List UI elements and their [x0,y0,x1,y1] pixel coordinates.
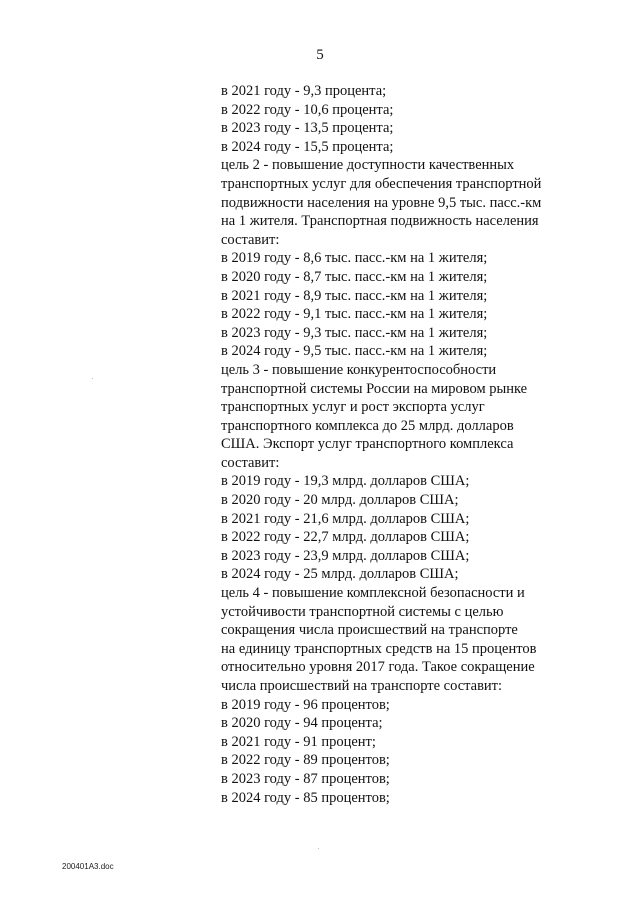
text-line: относительно уровня 2017 года. Такое сокращение [221,659,535,676]
text-line: транспортных услуг для обеспечения транспортной [221,175,542,192]
text-line: в 2021 году - 91 процент; [221,733,376,750]
text-line: в 2022 году - 10,6 процента; [221,101,394,118]
text-line: в 2022 году - 9,1 тыс. пасс.-км на 1 жителя; [221,306,488,323]
text-line: на 1 жителя. Транспортная подвижность населения [221,213,539,230]
text-line: в 2019 году - 8,6 тыс. пасс.-км на 1 жителя; [221,250,488,267]
text-line: сокращения числа происшествий на транспорте [221,622,518,639]
text-line: устойчивости транспортной системы с целью [221,603,504,620]
text-line: в 2023 году - 23,9 млрд. долларов США; [221,547,470,564]
text-line: в 2021 году - 9,3 процента; [221,83,387,99]
text-line: в 2023 году - 13,5 процента; [221,120,394,137]
scan-speck [92,378,93,379]
text-line: в 2022 году - 22,7 млрд. долларов США; [221,529,470,546]
text-line: в 2023 году - 9,3 тыс. пасс.-км на 1 жителя; [221,324,488,341]
text-line: на единицу транспортных средств на 15 процентов [221,640,537,657]
text-line: в 2020 году - 8,7 тыс. пасс.-км на 1 жителя; [221,268,488,285]
text-line: в 2023 году - 87 процентов; [221,770,390,787]
text-line: в 2019 году - 96 процентов; [221,696,390,713]
text-line: в 2020 году - 20 млрд. долларов США; [221,492,459,509]
text-line: подвижности населения на уровне 9,5 тыс. пасс.-км [221,194,542,211]
text-line: в 2019 году - 19,3 млрд. долларов США; [221,473,470,490]
scan-speck [318,848,319,849]
text-line: в 2021 году - 8,9 тыс. пасс.-км на 1 жителя; [221,287,488,304]
text-line: в 2024 году - 85 процентов; [221,789,390,806]
text-line: цель 4 - повышение комплексной безопасности и [221,585,525,602]
text-line: США. Экспорт услуг транспортного комплекса [221,436,514,453]
text-line: в 2020 году - 94 процента; [221,715,383,732]
text-line: в 2022 году - 89 процентов; [221,752,390,769]
text-line: транспортного комплекса до 25 млрд. долларов [221,417,514,434]
text-line: составит: [221,231,280,248]
text-line: транспортных услуг и рост экспорта услуг [221,399,485,416]
page-number: 5 [316,47,324,63]
file-name-footer: 200401A3.doc [62,862,114,871]
text-line: транспортной системы России на мировом рынке [221,380,528,397]
document-body [221,82,581,807]
text-line: цель 3 - повышение конкурентоспособности [221,361,497,378]
text-line: в 2024 году - 9,5 тыс. пасс.-км на 1 жителя; [221,343,488,360]
text-line: цель 2 - повышение доступности качественных [221,157,515,174]
text-line: в 2021 году - 21,6 млрд. долларов США; [221,510,470,527]
text-line: в 2024 году - 25 млрд. долларов США; [221,566,459,583]
text-line: в 2024 году - 15,5 процента; [221,138,394,155]
text-line: составит: [221,454,280,471]
text-line: числа происшествий на транспорте составит: [221,678,503,694]
